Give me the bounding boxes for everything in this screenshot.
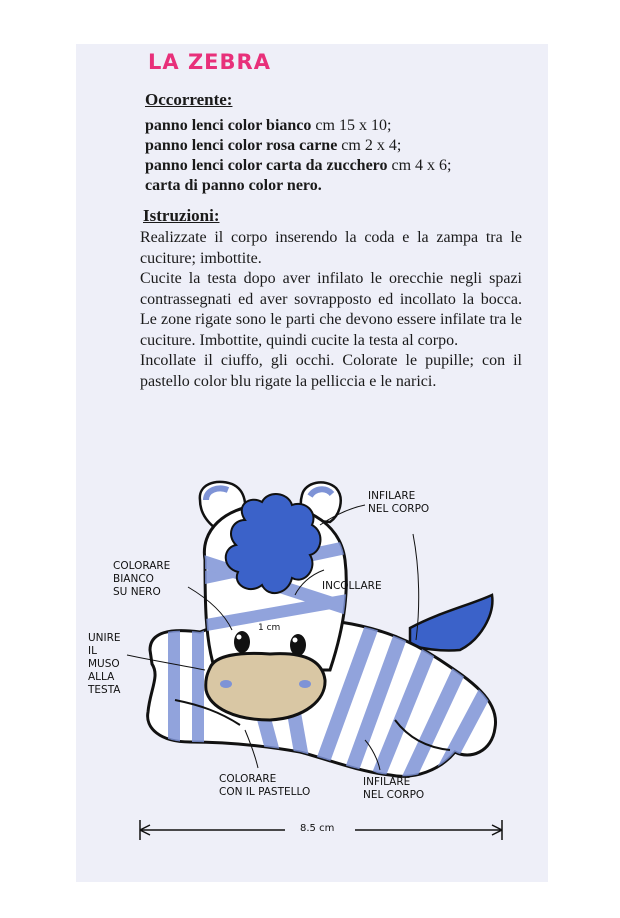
material-item: carta di panno color nero. [145,177,322,194]
label-dimension: 8.5 cm [300,823,335,834]
label-colorare-bianco: COLORARE BIANCO SU NERO [113,560,171,598]
label-infilare-bottom: INFILARE NEL CORPO [363,776,425,801]
occorrente-heading: Occorrente: [145,90,233,109]
label-colorare-pastello: COLORARE CON IL PASTELLO [219,773,311,798]
page-title: LA ZEBRA [148,50,271,74]
instruction-paragraph: Cucite la testa dopo aver infilato le orecchie negli spazi contrassegnati ed aver sovrapposto ed incollato la bocca. Le zone rigate sono le parti che devono essere infilate tra le cuciture. Imbottite, quindi cucite la testa al corpo. [140,270,522,349]
label-one-cm: 1 cm [258,623,281,633]
instruction-paragraph: Incollate il ciuffo, gli occhi. Colorate le pupille; con il pastello color blu rigate la pelliccia e le narici. [140,352,522,390]
instruction-paragraph: Realizzate il corpo inserendo la coda e la zampa tra le cuciture; imbottite. [140,229,522,267]
label-incollare: INCOLLARE [322,580,382,592]
material-item: panno lenci color bianco cm 15 x 10; [145,117,392,134]
zebra-tail [410,595,492,651]
zebra-muzzle [206,653,325,720]
istruzioni-heading: Istruzioni: [143,206,220,225]
label-unire: UNIRE IL MUSO ALLA TESTA [88,632,121,696]
material-item: panno lenci color carta da zucchero cm 4 x 6; [145,157,452,174]
label-infilare-top: INFILARE NEL CORPO [368,490,430,515]
material-item: panno lenci color rosa carne cm 2 x 4; [145,137,402,154]
